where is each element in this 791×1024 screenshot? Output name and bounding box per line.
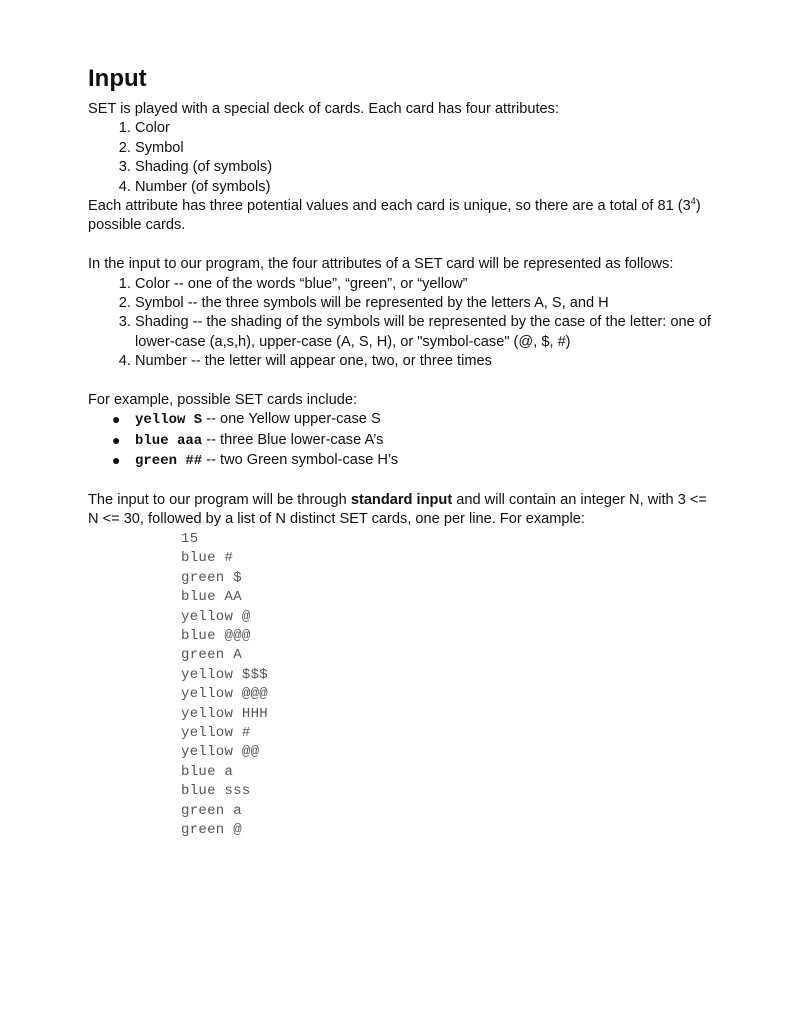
representation-intro: In the input to our program, the four attributes of a SET card will be represented as follows: xyxy=(88,256,674,273)
code-line: blue AA xyxy=(181,589,242,606)
list-item: 2. Symbol xyxy=(135,139,718,158)
list-item xyxy=(112,410,718,430)
list-item xyxy=(112,431,718,451)
example-code: green ## xyxy=(135,453,203,470)
list-item: 3. Shading -- the shading of the symbols will be represented by the case of the letter: one of lower-case (a,s,h), upper-case (A, S, H), or "symbol-case" (@, $, #) xyxy=(135,313,718,352)
example-desc: -- three Blue lower-case A’s xyxy=(202,431,384,448)
input-text: The input to our program will be through xyxy=(88,492,351,509)
code-line: yellow @@@ xyxy=(181,686,269,703)
total-text: Each attribute has three potential values and each card is unique, so there are a total of 81 (3 xyxy=(88,198,691,215)
code-line: 15 xyxy=(181,530,199,547)
code-line: blue a xyxy=(181,763,234,780)
example-desc: -- one Yellow upper-case S xyxy=(202,411,381,428)
representation-list xyxy=(88,275,718,372)
code-line: yellow @ xyxy=(181,608,251,625)
code-line: blue @@@ xyxy=(181,627,251,644)
code-line: yellow $$$ xyxy=(181,666,269,683)
input-paragraph xyxy=(88,491,718,530)
example-code: yellow S xyxy=(135,412,203,429)
page-title: Input xyxy=(88,65,147,92)
code-line: green a xyxy=(181,802,242,819)
sample-input-block xyxy=(88,530,718,841)
document-body xyxy=(88,100,718,840)
total-paragraph xyxy=(88,197,718,236)
input-bold: standard input xyxy=(350,492,453,509)
examples-list xyxy=(88,410,718,471)
code-line: blue sss xyxy=(181,783,251,800)
code-line: green @ xyxy=(181,821,242,838)
code-line: yellow @@ xyxy=(181,744,260,761)
list-item: 3. Shading (of symbols) xyxy=(135,158,718,177)
intro-paragraph: SET is played with a special deck of cards. Each card has four attributes: xyxy=(88,101,560,117)
bullet-icon: ● xyxy=(112,452,121,469)
attributes-list xyxy=(88,119,718,197)
list-item: 4. Number (of symbols) xyxy=(135,178,718,197)
examples-intro: For example, possible SET cards include: xyxy=(88,392,358,409)
total-text-end: ) possible cards. xyxy=(88,198,701,234)
code-line: green $ xyxy=(181,569,242,586)
example-code: blue aaa xyxy=(135,432,203,449)
input-text-end: and will contain an integer N, with 3 <= N <= 30, followed by a list of N distinct SET cards, one per line. For example: xyxy=(88,492,707,528)
code-line: blue # xyxy=(181,550,234,567)
code-line: green A xyxy=(181,647,242,664)
list-item xyxy=(112,451,718,471)
list-item: 1. Color -- one of the words “blue”, “green”, or “yellow” xyxy=(135,275,718,294)
exponent: 4 xyxy=(690,196,696,207)
bullet-icon: ● xyxy=(112,411,121,428)
list-item: 2. Symbol -- the three symbols will be represented by the letters A, S, and H xyxy=(135,294,718,313)
example-desc: -- two Green symbol-case H’s xyxy=(202,452,399,469)
list-item: 1. Color xyxy=(135,119,718,138)
list-item: 4. Number -- the letter will appear one, two, or three times xyxy=(135,352,718,371)
bullet-icon: ● xyxy=(112,431,121,448)
code-line: yellow # xyxy=(181,724,251,741)
code-line: yellow HHH xyxy=(181,705,269,722)
